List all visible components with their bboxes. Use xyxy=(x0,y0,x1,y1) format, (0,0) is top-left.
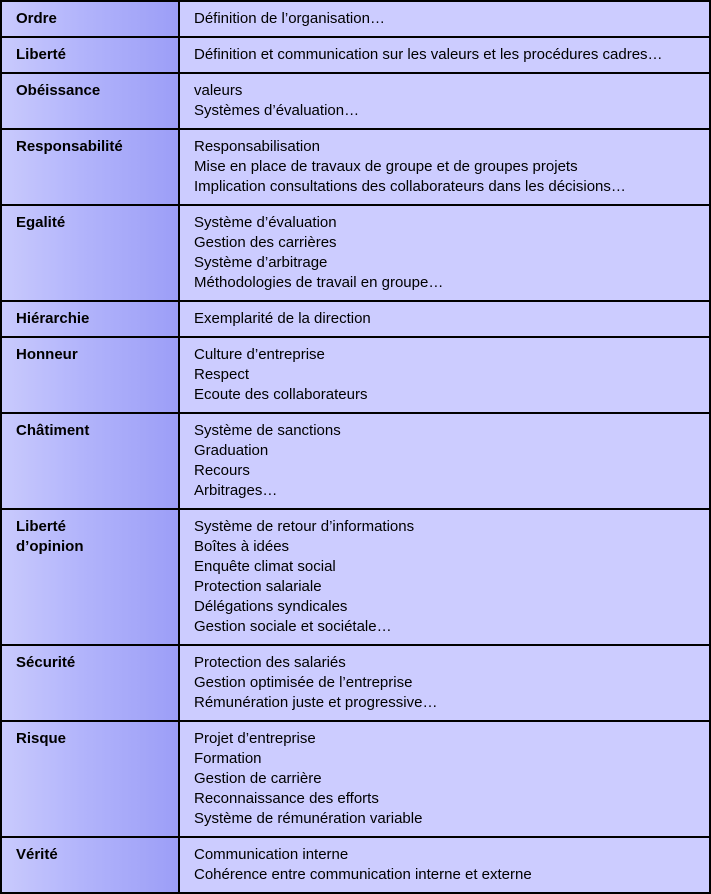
row-content-line: Communication interne xyxy=(194,846,349,863)
row-content-line: Arbitrages… xyxy=(194,482,278,499)
row-content-cell xyxy=(179,509,710,645)
row-content-line: Boîtes à idées xyxy=(194,538,290,555)
row-content-line: Protection salariale xyxy=(194,578,322,595)
row-label: Hiérarchie xyxy=(16,310,90,327)
row-content-line: Exemplarité de la direction xyxy=(194,310,371,327)
row-content-line: Gestion des carrières xyxy=(194,234,337,251)
row-content-line: Système de retour d’informations xyxy=(194,518,415,535)
table-row xyxy=(1,205,710,301)
row-label-cell xyxy=(1,129,179,205)
row-content-line: Systèmes d’évaluation… xyxy=(194,102,360,119)
row-label-cell xyxy=(1,205,179,301)
row-label: Sécurité xyxy=(16,654,76,671)
table-row xyxy=(1,721,710,837)
row-content-line: Mise en place de travaux de groupe et de groupes projets xyxy=(194,158,578,175)
row-content-line: Système de rémunération variable xyxy=(194,810,423,827)
row-content-line: Cohérence entre communication interne et externe xyxy=(194,866,532,883)
table-row xyxy=(1,129,710,205)
table-row xyxy=(1,1,710,37)
table-row xyxy=(1,37,710,73)
row-content-line: Gestion sociale et sociétale… xyxy=(194,618,392,635)
row-content-line: Définition de l’organisation… xyxy=(194,10,385,27)
row-content-cell xyxy=(179,205,710,301)
row-content-line: Reconnaissance des efforts xyxy=(194,790,379,807)
row-content-line: Gestion optimisée de l’entreprise xyxy=(194,674,413,691)
row-label-cell xyxy=(1,721,179,837)
row-content-line: Ecoute des collaborateurs xyxy=(194,386,368,403)
table-row xyxy=(1,73,710,129)
table-row xyxy=(1,301,710,337)
table-row xyxy=(1,413,710,509)
row-content-line: Enquête climat social xyxy=(194,558,336,575)
row-content-cell xyxy=(179,413,710,509)
row-content-cell xyxy=(179,1,710,37)
row-label-cell xyxy=(1,645,179,721)
row-content-line: Rémunération juste et progressive… xyxy=(194,694,438,711)
row-content-line: Projet d’entreprise xyxy=(194,730,316,747)
row-content-line: Délégations syndicales xyxy=(194,598,348,615)
table-row xyxy=(1,337,710,413)
row-label-line: Liberté xyxy=(16,518,67,535)
row-label: Risque xyxy=(16,730,67,747)
row-label-cell xyxy=(1,413,179,509)
values-table-body xyxy=(1,1,710,893)
row-content-cell xyxy=(179,37,710,73)
table-row xyxy=(1,645,710,721)
row-content-line: Système d’évaluation xyxy=(194,214,337,231)
row-content-line: Protection des salariés xyxy=(194,654,346,671)
row-content-line: Gestion de carrière xyxy=(194,770,322,787)
row-label-cell xyxy=(1,37,179,73)
row-label-cell xyxy=(1,301,179,337)
row-label: Honneur xyxy=(16,346,78,363)
row-label-cell xyxy=(1,509,179,645)
table-row xyxy=(1,837,710,893)
row-content-cell xyxy=(179,837,710,893)
row-label: Obéissance xyxy=(16,82,101,99)
row-content-line: Implication consultations des collaborateurs dans les décisions… xyxy=(194,178,626,195)
row-content-line: Méthodologies de travail en groupe… xyxy=(194,274,444,291)
row-content-line: Recours xyxy=(194,462,250,479)
row-label: Egalité xyxy=(16,214,66,231)
row-content-cell xyxy=(179,645,710,721)
row-content-line: Responsabilisation xyxy=(194,138,320,155)
row-label-cell xyxy=(1,73,179,129)
row-content-line: Système de sanctions xyxy=(194,422,341,439)
table-row xyxy=(1,509,710,645)
row-content-line: Définition et communication sur les valeurs et les procédures cadres… xyxy=(194,46,663,63)
row-content-line: Culture d’entreprise xyxy=(194,346,325,363)
row-content-line: Formation xyxy=(194,750,262,767)
row-content-line: Système d’arbitrage xyxy=(194,254,328,271)
row-content-line: Respect xyxy=(194,366,250,383)
row-label: Châtiment xyxy=(16,422,90,439)
row-content-cell xyxy=(179,337,710,413)
row-label: Responsabilité xyxy=(16,138,123,155)
row-content-cell xyxy=(179,301,710,337)
row-label-line: d’opinion xyxy=(16,538,84,555)
row-content-cell xyxy=(179,73,710,129)
row-label: Vérité xyxy=(16,846,58,863)
row-label: Liberté xyxy=(16,46,67,63)
row-content-cell xyxy=(179,129,710,205)
row-label: Ordre xyxy=(16,10,57,27)
row-label-cell xyxy=(1,1,179,37)
row-content-cell xyxy=(179,721,710,837)
row-content-line: Graduation xyxy=(194,442,269,459)
row-label-cell xyxy=(1,837,179,893)
row-label-cell xyxy=(1,337,179,413)
row-content-line: valeurs xyxy=(194,82,243,99)
